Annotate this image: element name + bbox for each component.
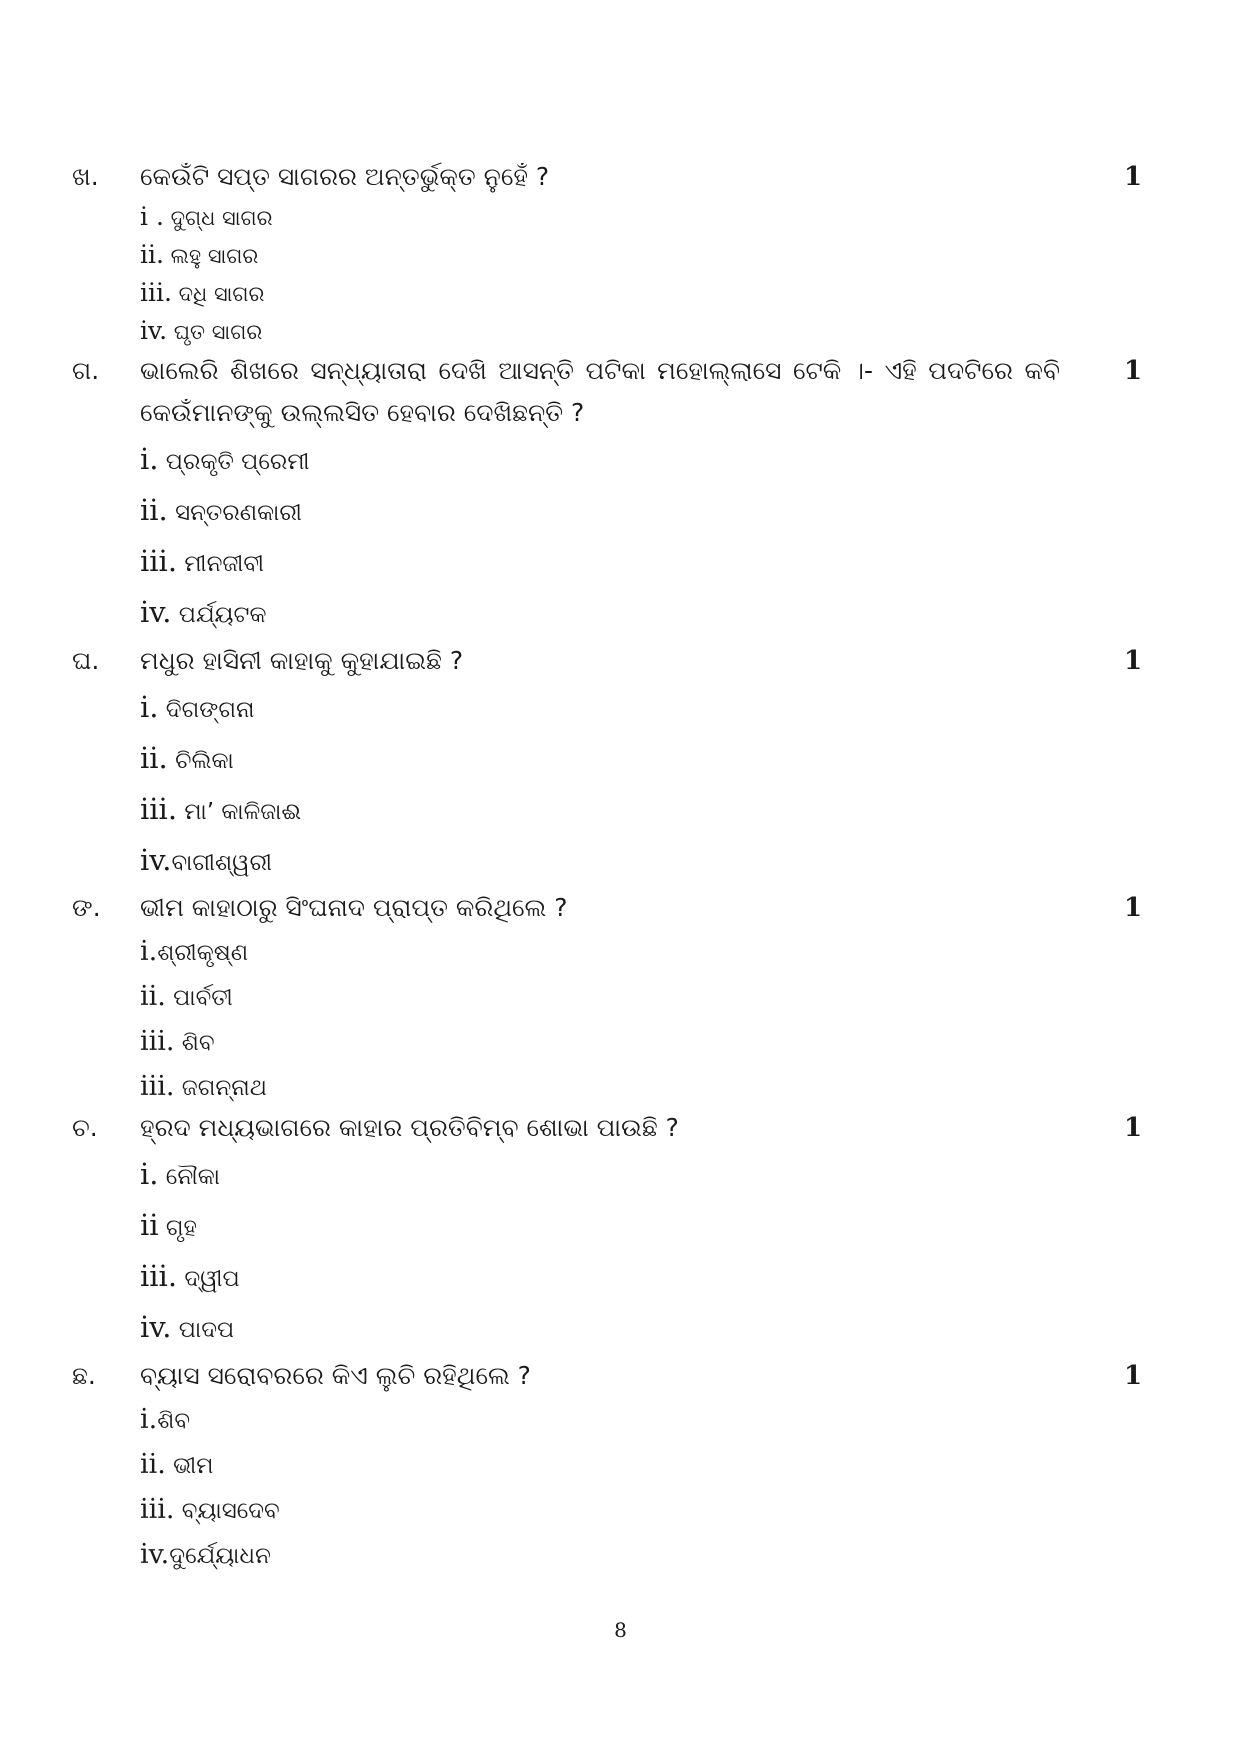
- option-label: iii.: [140, 1259, 178, 1293]
- question-text: ବ୍ୟାସ ସରୋବରରେ କିଏ ଲୁଚି ରହିଥିଲେ ?: [140, 1361, 531, 1390]
- option-item: [140, 587, 1241, 638]
- option-item: [140, 434, 1241, 485]
- option-text: ଘୃତ ସାଗର: [167, 320, 263, 344]
- option-label: iv.: [140, 595, 172, 629]
- option-item: [140, 198, 1241, 236]
- question-number: ଛ.: [72, 1361, 96, 1390]
- question-nga: [0, 887, 1241, 1109]
- question-number: ଖ.: [72, 162, 99, 191]
- question-number: ଗ.: [72, 356, 100, 385]
- option-label: iv.: [140, 843, 172, 877]
- option-label: iii.: [140, 792, 178, 826]
- option-item: [140, 1532, 1241, 1577]
- option-text: ବ୍ୟାସଦେବ: [174, 1498, 280, 1524]
- option-text: ପାଦପ: [171, 1317, 235, 1343]
- options-list: [0, 198, 1241, 350]
- option-text: ଲହୁ ସାଗର: [163, 244, 259, 268]
- option-label: ii.: [140, 1449, 166, 1480]
- option-label: iv.: [140, 1539, 170, 1570]
- question-ga: [0, 350, 1241, 638]
- options-list: [0, 434, 1241, 638]
- option-label: i.: [140, 442, 159, 476]
- question-number: ଘ.: [72, 646, 100, 675]
- option-item: [140, 1442, 1241, 1487]
- option-text: ଦୁର୍ଯ୍ୟୋଧନ: [169, 1543, 271, 1569]
- option-item: [140, 974, 1241, 1019]
- question-mark: 1: [1124, 356, 1143, 386]
- option-item: [140, 485, 1241, 536]
- question-number: ଚ.: [72, 1113, 98, 1142]
- option-item: [140, 1019, 1241, 1064]
- question-mark: 1: [1124, 893, 1143, 923]
- option-text: ଚିଲିକା: [167, 748, 234, 774]
- option-label: ii: [140, 1208, 159, 1242]
- question-chha: [0, 1355, 1241, 1577]
- option-text: ଦ୍ୱୀପ: [177, 1266, 240, 1292]
- option-item: [140, 1064, 1241, 1109]
- question-cha: [0, 1107, 1241, 1353]
- option-text: ପ୍ରକୃତି ପ୍ରେମୀ: [158, 449, 310, 475]
- question-number: ଙ.: [72, 893, 101, 922]
- option-text: ଶିବ: [157, 1408, 191, 1434]
- option-text: ଭୀମ: [165, 1453, 214, 1479]
- option-label: i.: [140, 936, 158, 967]
- options-list: [0, 929, 1241, 1109]
- options-list: [0, 1149, 1241, 1353]
- option-item: [140, 536, 1241, 587]
- option-item: [140, 835, 1241, 886]
- option-item: [140, 1487, 1241, 1532]
- question-mark: 1: [1124, 646, 1143, 676]
- option-text: ମୀନଜୀବୀ: [177, 551, 265, 577]
- option-item: [140, 1200, 1241, 1251]
- option-item: [140, 274, 1241, 312]
- question-text: ଭାଲେରି ଶିଖରେ ସନ୍ଧ୍ୟାତାରା ଦେଖି ଆସନ୍ତି ପଟିକା ମହୋଲ୍ଲାସେ ଟେକି ।- ଏହି ପଦଟିରେ କବି କେଉଁମାନଙ୍କୁ ଉଲ୍ଲସିତ ହେବାର ଦେଖିଛନ୍ତି ?: [140, 356, 1060, 427]
- option-text: ନୌକା: [158, 1164, 221, 1190]
- option-text: ପର୍ଯ୍ୟଟକ: [171, 602, 267, 628]
- option-item: [140, 682, 1241, 733]
- option-text: ଦଧି ସାଗର: [171, 282, 265, 306]
- question-text: ହ୍ରଦ ମଧ୍ୟଭାଗରେ କାହାର ପ୍ରତିବିମ୍ବ ଶୋଭା ପାଉଛି ?: [140, 1113, 679, 1142]
- option-label: iii.: [140, 1026, 175, 1057]
- option-label: iii.: [140, 278, 172, 307]
- question-gha: [0, 640, 1241, 886]
- option-item: [140, 236, 1241, 274]
- option-item: [140, 1397, 1241, 1442]
- option-label: i.: [140, 1404, 158, 1435]
- option-item: [140, 784, 1241, 835]
- option-text: ଗୃହ: [158, 1215, 197, 1241]
- option-text: ଶିବ: [174, 1030, 215, 1056]
- question-text: ମଧୁର ହାସିନୀ କାହାକୁ କୁହାଯାଇଛି ?: [140, 646, 464, 675]
- option-label: i.: [140, 690, 159, 724]
- option-label: ii.: [140, 981, 166, 1012]
- option-label: i .: [140, 202, 164, 231]
- question-text: ଭୀମ କାହାଠାରୁ ସିଂଘନାଦ ପ୍ରାପ୍ତ କରିଥିଲେ ?: [140, 893, 568, 922]
- option-text: ମା’ କାଳିଜାଈ: [177, 799, 302, 825]
- options-list: [0, 1397, 1241, 1577]
- page-number: 8: [614, 1618, 627, 1642]
- question-mark: 1: [1124, 1113, 1143, 1143]
- question-text: କେଉଁଟି ସପ୍ତ ସାଗରର ଅନ୍ତର୍ଭୁକ୍ତ ନୁହେଁ ?: [140, 162, 550, 191]
- option-label: iv.: [140, 1310, 172, 1344]
- option-label: iv.: [140, 316, 168, 345]
- option-label: i.: [140, 1157, 159, 1191]
- options-list: [0, 682, 1241, 886]
- option-item: [140, 929, 1241, 974]
- option-label: iii.: [140, 544, 178, 578]
- option-item: [140, 1302, 1241, 1353]
- option-item: [140, 733, 1241, 784]
- option-label: ii.: [140, 493, 168, 527]
- option-label: iii.: [140, 1494, 175, 1525]
- option-text: ଦୁଗ୍ଧ ସାଗର: [163, 206, 273, 230]
- option-label: ii.: [140, 741, 168, 775]
- option-text: ଦିଗଙ୍ଗନା: [158, 697, 255, 723]
- question-mark: 1: [1124, 1361, 1143, 1391]
- option-text: ସନ୍ତରଣକାରୀ: [167, 500, 302, 526]
- option-text: ବାଗୀଶ୍ୱରୀ: [171, 850, 272, 876]
- option-item: [140, 1251, 1241, 1302]
- option-text: ପାର୍ବତୀ: [165, 985, 233, 1011]
- question-mark: 1: [1124, 162, 1143, 192]
- option-text: ଶ୍ରୀକୃଷ୍ଣ: [157, 940, 249, 966]
- question-kha: [0, 156, 1241, 350]
- option-label: ii.: [140, 240, 164, 269]
- option-item: [140, 1149, 1241, 1200]
- option-item: [140, 312, 1241, 350]
- option-text: ଜଗନ୍ନାଥ: [174, 1075, 267, 1101]
- option-label: iii.: [140, 1071, 175, 1102]
